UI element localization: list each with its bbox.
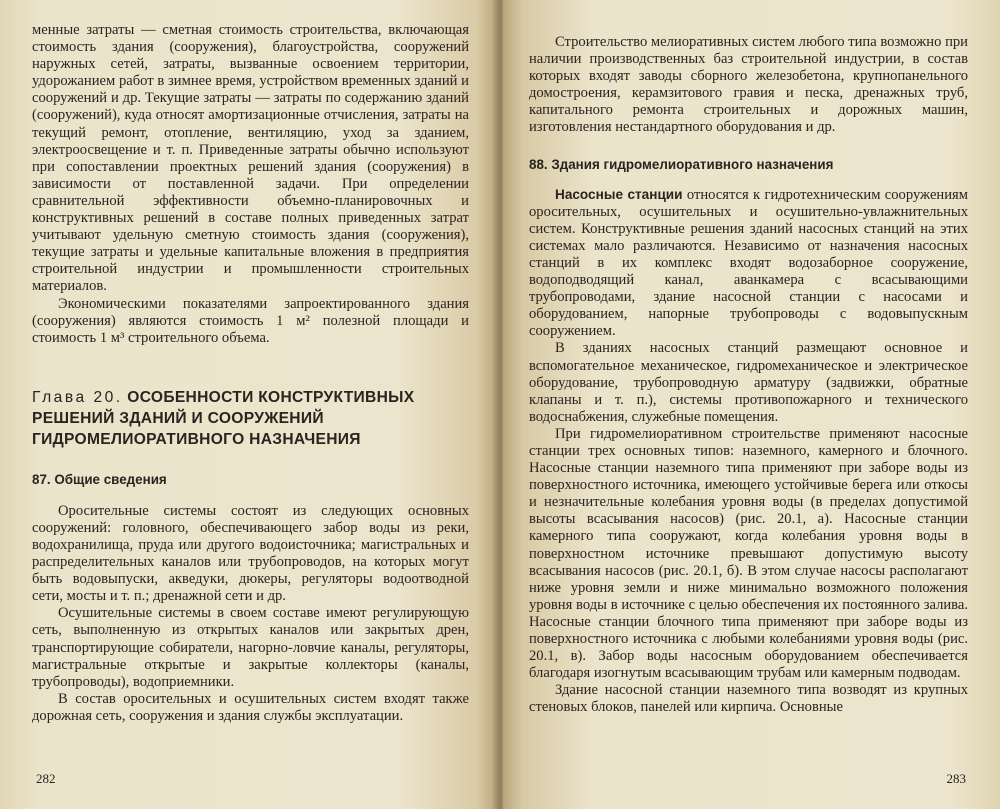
term-bold: Насосные станции [555, 186, 683, 202]
paragraph: Оросительные системы состоят из следующих основных сооружений: головного, обеспечивающего забор воды из реки, водохранилища, пруда или другого водоисточника; магистральных и распределительных каналов или трубопроводов, на которых могут быть водовыпуски, акведуки, дюкеры, регуляторы водоотводной сети, мосты и т. п.; дренажной сети и др. [32, 502, 469, 605]
section-heading: 87. Общие сведения [32, 471, 167, 487]
left-page [0, 0, 497, 809]
chapter-heading [32, 387, 469, 450]
paragraph: В состав оросительных и осушительных систем входят также дорожная сеть, сооружения и здания службы эксплуатации. [32, 690, 469, 724]
paragraph: Осушительные системы в своем составе имеют регулирующую сеть, выполненную из открытых каналов или закрытых дрен, транспортирующие собиратели, нагорно-ловчие каналы, регуляторы, магистральные открытые и закрытые коллекторы (каналы, трубопроводы), водоприемники. [32, 605, 469, 690]
paragraph-continuation: менные затраты — сметная стоимость строительства, включающая стоимость здания (сооружения), благоустройства, сооружений наружных сетей, затраты, вызванные освоением территории, удорожанием работ в зимнее время, устройством временных зданий и сооружений и др. Текущие затраты — затраты по содержанию зданий (сооружений), куда относят амортизационные отчисления, затраты на текущий ремонт, отопление, вентиляцию, уход за зданием, электроосвещение и т. п. Приведенные затраты обычно используют при сопоставлении проектных решений здания (сооружения) в зависимости от поставленной задачи. При определении сравнительной эффективности объемно-планировочных и конструктивных решений в составе полных приведенных затрат учитывают удельную сметную стоимость здания (сооружения), текущие затраты и удельные капитальные вложения в предприятия строительной индустрии и промышленности строительных материалов. [32, 22, 469, 295]
chapter-lead: Глава 20. [32, 388, 123, 406]
page-number: 282 [36, 771, 56, 786]
paragraph: При гидромелиоративном строительстве применяют насосные станции трех основных типов: наземного, камерного и блочного. Насосные станции наземного типа применяют при заборе воды из поверхностного источника, имеющего устойчивые берега или откосы и незначительные колебания уровня воды (в пределах допустимой высоты всасывания насосов) (рис. 20.1, а). Насосные станции камерного типа сооружают, когда колебания уровня воды в поверхностном источнике превышают допустимую высоту всасывания насосов (рис. 20.1, б). В этом случае насосы располагают ниже уровня земли и ниже минимально возможного положения уровня воды в источнике с целью обеспечения их постоянного залива. Насосные станции блочного типа применяют при заборе воды из поверхностного источника с любыми колебаниями уровня воды (рис. 20.1, в). Забор воды насосным оборудованием обеспечивается благодаря изогнутым всасывающим трубам или камерным подводам. [529, 425, 968, 682]
term-paragraph-text: относятся к гидротехническим сооружениям оросительных, осушительных и осушительно-увлажнительных систем. Конструктивные решения зданий насосных станций на этих системах мало различаются. Независимо от назначения насосных станций в их комплекс входят водозаборное сооружение, водоподводящий канал, аванкамера с всасывающими трубопроводами, здание насосной станции с насосами и оборудованием, напорные трубопроводы с водовыпускным сооружением. [529, 186, 968, 340]
section-heading: 88. Здания гидромелиоративного назначения [529, 156, 834, 172]
paragraph: Экономическими показателями запроектированного здания (сооружения) являются стоимость 1 м² полезной площади и стоимость 1 м³ строительного объема. [32, 295, 469, 346]
right-page [503, 0, 1000, 809]
paragraph-with-term [529, 186, 968, 341]
paragraph: Здание насосной станции наземного типа возводят из крупных стеновых блоков, панелей или кирпича. Основные [529, 682, 968, 716]
paragraph: В зданиях насосных станций размещают основное и вспомогательное механическое, гидромеханическое и электрическое оборудование, трубопроводную арматуру (задвижки, обратные клапаны и т. п.), системы противопожарного и технического водоснабжения, служебные помещения. [529, 340, 968, 425]
paragraph: Строительство мелиоративных систем любого типа возможно при наличии производственных баз строительной индустрии, в состав которых входят заводы сборного железобетона, крупнопанельного домостроения, керамзитового гравия и песка, дренажных труб, капитального ремонта строительных и дорожных машин, изготовления нестандартного оборудования и др. [529, 34, 968, 136]
page-number: 283 [946, 771, 966, 786]
chapter-title: ОСОБЕННОСТИ КОНСТРУКТИВНЫХ РЕШЕНИЙ ЗДАНИЙ И СООРУЖЕНИЙ ГИДРОМЕЛИОРАТИВНОГО НАЗНАЧЕНИЯ [32, 388, 415, 448]
